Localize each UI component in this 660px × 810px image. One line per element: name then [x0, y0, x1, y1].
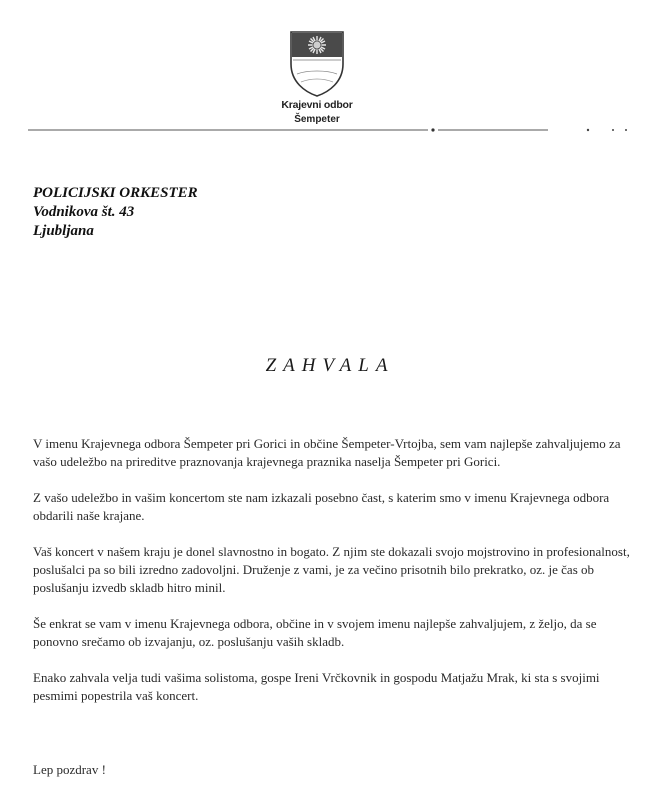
municipal-crest-icon — [287, 30, 347, 98]
recipient-address — [33, 184, 198, 241]
paragraph: Enako zahvala velja tudi vašima solistoma, gospe Ireni Vrčkovnik in gospodu Matjažu Mrak, ki sta s svojimi pesmimi popestrila vaš koncert. — [33, 670, 600, 703]
letterhead — [0, 0, 660, 145]
closing-greeting: Lep pozdrav ! — [33, 762, 106, 777]
letter-body — [33, 435, 633, 723]
org-name: Krajevni odbor — [281, 99, 353, 111]
letterhead-divider — [28, 126, 628, 134]
recipient-line-street: Vodnikova št. 43 — [33, 204, 135, 220]
recipient-line-name: POLICIJSKI ORKESTER — [33, 185, 198, 201]
org-place: Šempeter — [294, 114, 340, 125]
paragraph: Vaš koncert v našem kraju je donel slavnostno in bogato. Z njim ste dokazali svojo mojstrovino in profesionalnost, poslušalci pa so bili izredno zadovoljni. Druženje z vami, je za večino prisotnih bilo prekratko, oz. je čas ob poslušanju izvedb skladb hitro minil. — [33, 544, 630, 595]
recipient-line-city: Ljubljana — [33, 223, 94, 239]
paragraph: V imenu Krajevnega odbora Šempeter pri Gorici in občine Šempeter-Vrtojba, sem vam najlepše zahvaljujemo za vašo udeležbo na prireditve praznovanja krajevnega praznika naselja Šempeter pri Gorici. — [33, 436, 621, 469]
paragraph: Z vašo udeležbo in vašim koncertom ste nam izkazali posebno čast, s katerim smo v imenu Krajevnega odbora obdarili naše krajane. — [33, 490, 610, 523]
paragraph: Še enkrat se vam v imenu Krajevnega odbora, občine in v svojem imenu najlepše zahvaljujem, z željo, da se ponovno srečamo ob izvajanju, oz. poslušanju vaših skladb. — [33, 616, 597, 649]
letter-title: ZAHVALA — [265, 355, 395, 376]
